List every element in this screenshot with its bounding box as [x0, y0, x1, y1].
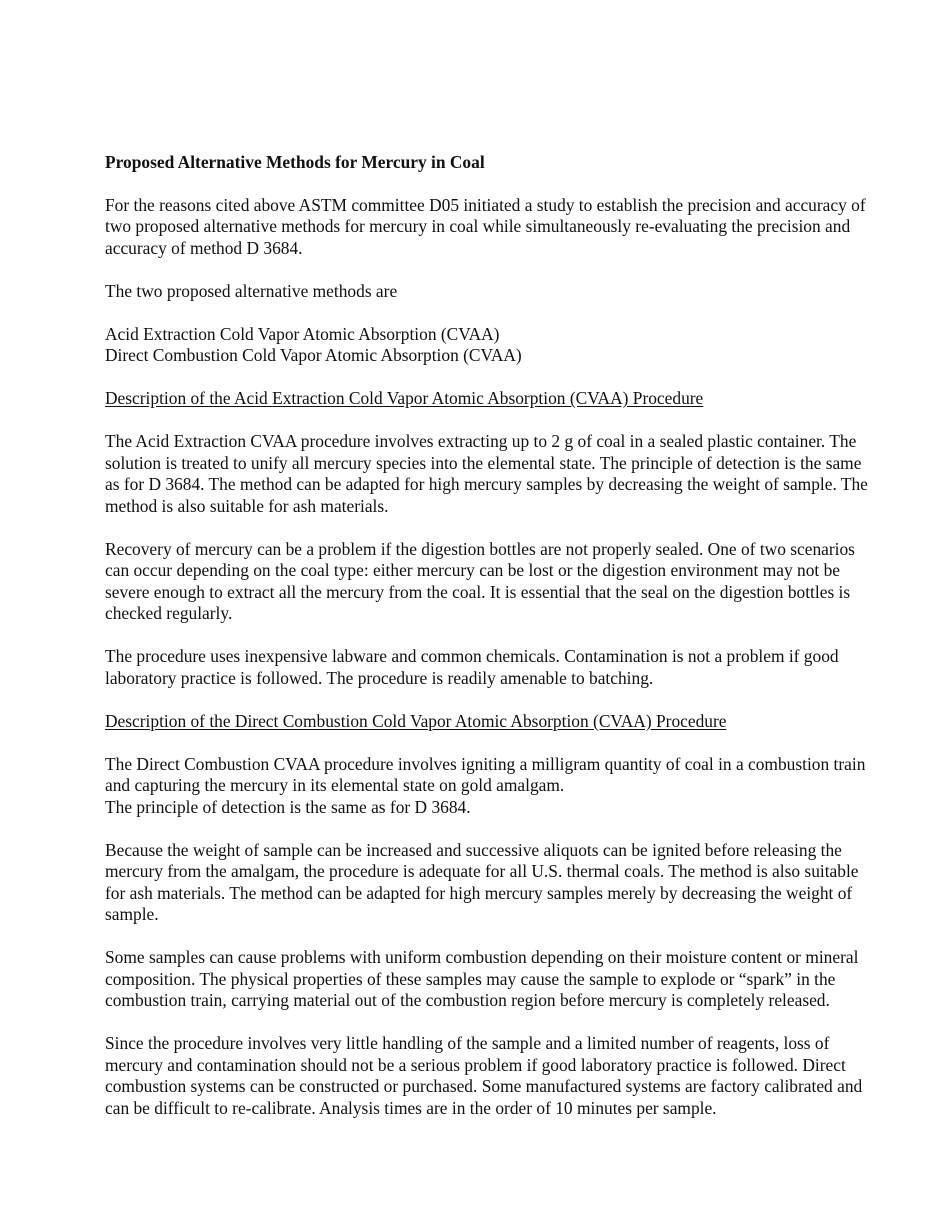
combustion-paragraph: Since the procedure involves very little handling of the sample and a limited number of reagents, loss of mercury and contamination should not be a serious problem if good laboratory practice is followed. Direct combustion systems can be constructed or purchased. Some manufactured systems are factory calibrated and can be difficult to re-calibrate. Analysis times are in the order of 10 minutes per sample. [105, 1033, 863, 1118]
document-title: Proposed Alternative Methods for Mercury in Coal [105, 152, 485, 172]
methods-intro: The two proposed alternative methods are [105, 280, 398, 301]
method-item: Acid Extraction Cold Vapor Atomic Absorption (CVAA) [105, 323, 500, 344]
document-body [105, 152, 875, 1141]
method-item: Direct Combustion Cold Vapor Atomic Absorption (CVAA) [105, 345, 522, 365]
combustion-paragraph: Some samples can cause problems with uniform combustion depending on their moisture content or mineral composition. The physical properties of these samples may cause the sample to explode or “spark” in the combustion train, carrying material out of the combustion region before mercury is completely released. [105, 947, 859, 1010]
combustion-paragraph [105, 754, 875, 819]
combustion-paragraph: Because the weight of sample can be increased and successive aliquots can be ignited before releasing the mercury from the amalgam, the procedure is adequate for all U.S. thermal coals. The method is also suitable for ash materials. The method can be adapted for high mercury samples merely by decreasing the weight of sample. [105, 839, 859, 924]
intro-paragraph: For the reasons cited above ASTM committee D05 initiated a study to establish the precision and accuracy of two proposed alternative methods for mercury in coal while simultaneously re-evaluating the precision and accuracy of method D 3684. [105, 194, 866, 258]
acid-paragraph: The Acid Extraction CVAA procedure involves extracting up to 2 g of coal in a sealed plastic container. The solution is treated to unify all mercury species into the elemental state. The principle of detection is the same as for D 3684. The method can be adapted for high mercury samples by decreasing the weight of sample. The method is also suitable for ash materials. [105, 431, 868, 516]
combustion-paragraph-line: The Direct Combustion CVAA procedure involves igniting a milligram quantity of coal in a combustion train and capturing the mercury in its elemental state on gold amalgam. [105, 753, 866, 795]
acid-section-heading: Description of the Acid Extraction Cold Vapor Atomic Absorption (CVAA) Procedure [105, 388, 704, 408]
acid-paragraph: The procedure uses inexpensive labware and common chemicals. Contamination is not a problem if good laboratory practice is followed. The procedure is readily amenable to batching. [105, 646, 839, 688]
acid-paragraph: Recovery of mercury can be a problem if the digestion bottles are not properly sealed. One of two scenarios can occur depending on the coal type: either mercury can be lost or the digestion environment may not be severe enough to extract all the mercury from the coal. It is essential that the seal on the digestion bottles is checked regularly. [105, 538, 855, 623]
combustion-paragraph-line: The principle of detection is the same as for D 3684. [105, 796, 471, 817]
methods-list [105, 324, 875, 367]
combustion-section-heading: Description of the Direct Combustion Cold Vapor Atomic Absorption (CVAA) Procedure [105, 710, 727, 731]
